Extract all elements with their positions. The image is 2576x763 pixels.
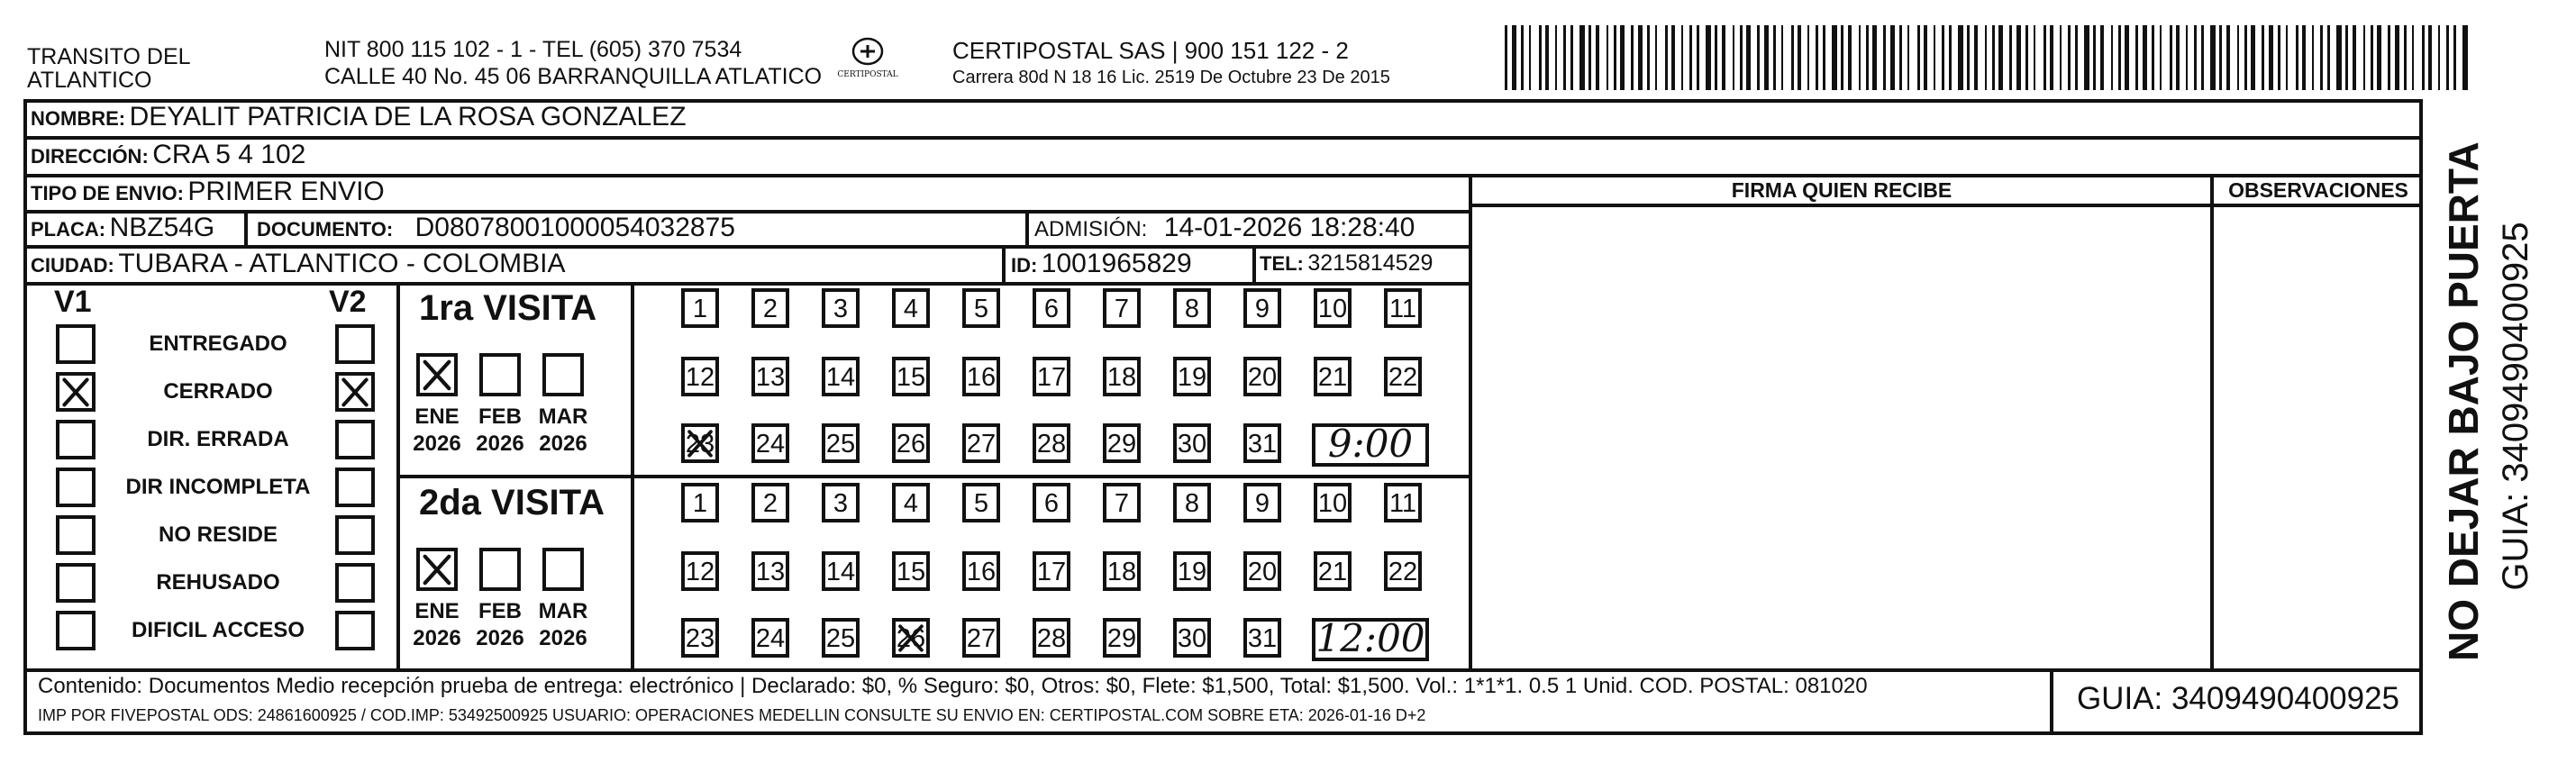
day-number: 31 — [1247, 430, 1278, 459]
tel-label: TEL: — [1260, 252, 1304, 275]
day-29-checkbox[interactable] — [1103, 423, 1141, 463]
day-21-checkbox[interactable] — [1314, 551, 1352, 591]
day-number: 15 — [896, 363, 926, 392]
day-number: 25 — [825, 624, 856, 653]
sender-contact — [324, 36, 822, 90]
day-number: 26 — [896, 624, 926, 653]
day-number: 22 — [1388, 558, 1418, 586]
admission-value: 14-01-2026 18:28:40 — [1163, 213, 1415, 242]
day-number: 18 — [1106, 363, 1137, 392]
day-19-checkbox[interactable] — [1173, 357, 1211, 396]
day-27-checkbox[interactable] — [962, 423, 1000, 463]
signature-area[interactable] — [1472, 207, 2210, 668]
day-number: 19 — [1177, 558, 1207, 586]
day-number: 1 — [692, 489, 708, 518]
month-year-label: 2026 — [539, 626, 587, 650]
day-number: 22 — [1388, 363, 1418, 392]
day-11-checkbox[interactable] — [1384, 288, 1422, 328]
day-number: 2 — [762, 489, 778, 518]
check-x-icon — [420, 357, 454, 393]
day-25-checkbox[interactable] — [822, 618, 860, 658]
day-23-checkbox[interactable] — [681, 618, 719, 658]
day-number: 30 — [1177, 430, 1207, 459]
day-17-checkbox[interactable] — [1033, 551, 1070, 591]
day-number: 14 — [825, 558, 856, 586]
month-label: ENE — [414, 404, 460, 429]
reason-v2-checkbox[interactable] — [335, 563, 375, 603]
visit-2-title: 2da VISITA — [419, 483, 605, 522]
month-year-label: 2026 — [476, 431, 524, 456]
certipostal-logo — [836, 36, 899, 90]
name-label: NOMBRE: — [31, 107, 126, 130]
address-row — [31, 140, 305, 170]
day-3-checkbox[interactable] — [822, 288, 860, 328]
plate-cell — [31, 213, 214, 243]
sender-nit: NIT 800 115 102 - 1 - TEL (605) 370 7534 — [324, 37, 742, 62]
day-3-checkbox[interactable] — [822, 483, 860, 522]
visit-time-box[interactable] — [1312, 423, 1429, 467]
day-number: 8 — [1184, 489, 1200, 518]
reason-label: DIR INCOMPLETA — [125, 475, 311, 499]
day-1-checkbox[interactable] — [681, 483, 719, 522]
city-cell — [31, 249, 566, 279]
visit-time-handwritten: 9:00 — [1327, 422, 1414, 466]
reason-v2-checkbox[interactable] — [335, 420, 375, 459]
day-15-checkbox[interactable] — [892, 551, 930, 591]
sender-name — [27, 45, 191, 92]
tel-value: 3215814529 — [1307, 250, 1434, 276]
reason-label: CERRADO — [163, 379, 273, 404]
day-26-checkbox[interactable] — [892, 618, 930, 658]
guia-box: GUIA: 3409490400925 — [2076, 681, 2400, 716]
signature-header: FIRMA QUIEN RECIBE — [1731, 178, 1952, 202]
day-28-checkbox[interactable] — [1033, 423, 1070, 463]
v1-label: V1 — [54, 285, 92, 319]
company-line: CERTIPOSTAL SAS | 900 151 122 - 2 — [952, 37, 1349, 64]
day-number: 9 — [1254, 489, 1270, 518]
day-number: 29 — [1106, 624, 1137, 653]
day-12-checkbox[interactable] — [681, 357, 719, 396]
admission-label: ADMISIÓN: — [1034, 217, 1148, 241]
sender-address: CALLE 40 No. 45 06 BARRANQUILLA ATLATICO — [324, 64, 823, 89]
reason-v2-checkbox[interactable] — [335, 515, 375, 555]
month-checkbox[interactable] — [416, 353, 458, 396]
day-number: 29 — [1106, 430, 1137, 459]
day-24-checkbox[interactable] — [751, 618, 789, 658]
side-warning: NO DEJAR BAJO PUERTA — [2440, 141, 2487, 661]
day-29-checkbox[interactable] — [1103, 618, 1141, 658]
day-number: 5 — [973, 295, 989, 323]
print-line: IMP POR FIVEPOSTAL ODS: 24861600925 / COD.IMP: 53492500925 USUARIO: OPERACIONES MEDELLIN CONSULTE SU ENVIO EN: CERTIPOSTAL.COM SOBRE ETA: 2026-01-16 D+2 — [38, 706, 1426, 724]
observations-header: OBSERVACIONES — [2228, 178, 2408, 202]
day-23-checkbox[interactable] — [681, 423, 719, 463]
day-6-checkbox[interactable] — [1033, 483, 1070, 522]
day-number: 12 — [685, 363, 715, 392]
day-number: 12 — [685, 558, 715, 586]
day-number: 7 — [1114, 295, 1130, 323]
day-number: 6 — [1043, 489, 1060, 518]
day-13-checkbox[interactable] — [751, 357, 789, 396]
reason-v2-checkbox[interactable] — [335, 611, 375, 650]
send-type-label: TIPO DE ENVIO: — [31, 182, 184, 204]
month-label: FEB — [478, 404, 522, 429]
month-label: FEB — [478, 599, 522, 623]
day-number: 21 — [1317, 558, 1348, 586]
day-number: 14 — [825, 363, 856, 392]
day-number: 24 — [755, 624, 786, 653]
day-number: 17 — [1036, 363, 1067, 392]
check-x-icon — [339, 376, 371, 408]
month-year-label: 2026 — [413, 626, 461, 650]
day-27-checkbox[interactable] — [962, 618, 1000, 658]
day-number: 4 — [903, 489, 919, 518]
city-value: TUBARA - ATLANTICO - COLOMBIA — [118, 249, 566, 278]
day-number: 18 — [1106, 558, 1137, 586]
day-number: 10 — [1317, 489, 1348, 518]
day-22-checkbox[interactable] — [1384, 551, 1422, 591]
id-cell — [1011, 249, 1192, 279]
day-16-checkbox[interactable] — [962, 357, 1000, 396]
recipient-name: DEYALIT PATRICIA DE LA ROSA GONZALEZ — [129, 102, 687, 132]
document-label: DOCUMENTO: — [257, 218, 394, 241]
send-type-value: PRIMER ENVIO — [187, 177, 385, 206]
day-number: 17 — [1036, 558, 1067, 586]
barcode — [1505, 25, 2473, 90]
day-5-checkbox[interactable] — [962, 288, 1000, 328]
month-year-label: 2026 — [539, 431, 587, 456]
day-28-checkbox[interactable] — [1033, 618, 1070, 658]
day-number: 20 — [1247, 363, 1278, 392]
month-label: MAR — [538, 404, 588, 429]
day-8-checkbox[interactable] — [1173, 288, 1211, 328]
day-8-checkbox[interactable] — [1173, 483, 1211, 522]
day-number: 26 — [896, 430, 926, 459]
day-number: 28 — [1036, 430, 1067, 459]
id-label: ID: — [1011, 254, 1038, 277]
day-number: 20 — [1247, 558, 1278, 586]
day-number: 4 — [903, 295, 919, 323]
day-31-checkbox[interactable] — [1243, 618, 1281, 658]
day-30-checkbox[interactable] — [1173, 423, 1211, 463]
reason-v2-checkbox[interactable] — [335, 324, 375, 364]
day-number: 13 — [755, 363, 786, 392]
day-14-checkbox[interactable] — [822, 551, 860, 591]
document-cell — [257, 213, 735, 243]
visit-time-box[interactable] — [1312, 618, 1429, 661]
day-15-checkbox[interactable] — [892, 357, 930, 396]
day-18-checkbox[interactable] — [1103, 551, 1141, 591]
day-9-checkbox[interactable] — [1243, 288, 1281, 328]
day-number: 7 — [1114, 489, 1130, 518]
day-18-checkbox[interactable] — [1103, 357, 1141, 396]
day-20-checkbox[interactable] — [1243, 551, 1281, 591]
contents-line: Contenido: Documentos Medio recepción prueba de entrega: electrónico | Declarado: $0, % Seguro: $0, Otros: $0, Flete: $1,500, Total: $1,500. Vol.: 1*1*1. 0.5 1 Unid. COD. POSTAL: 081020 — [38, 674, 1868, 698]
day-17-checkbox[interactable] — [1033, 357, 1070, 396]
reason-label: DIR. ERRADA — [147, 427, 289, 451]
month-year-label: 2026 — [476, 626, 524, 650]
day-10-checkbox[interactable] — [1314, 483, 1352, 522]
day-9-checkbox[interactable] — [1243, 483, 1281, 522]
day-number: 11 — [1388, 295, 1417, 323]
visit-time-handwritten: 12:00 — [1315, 616, 1425, 660]
address-label: DIRECCIÓN: — [31, 145, 149, 168]
day-16-checkbox[interactable] — [962, 551, 1000, 591]
document-value: D08078001000054032875 — [414, 213, 735, 242]
month-label: MAR — [538, 599, 588, 623]
send-type-row — [31, 177, 385, 207]
month-checkbox[interactable] — [479, 353, 521, 396]
day-1-checkbox[interactable] — [681, 288, 719, 328]
day-19-checkbox[interactable] — [1173, 551, 1211, 591]
day-24-checkbox[interactable] — [751, 423, 789, 463]
day-14-checkbox[interactable] — [822, 357, 860, 396]
day-12-checkbox[interactable] — [681, 551, 719, 591]
recipient-address: CRA 5 4 102 — [152, 140, 306, 169]
day-number: 19 — [1177, 363, 1207, 392]
logo-text: CERTIPOSTAL — [837, 70, 898, 79]
day-13-checkbox[interactable] — [751, 551, 789, 591]
day-number: 23 — [685, 624, 715, 653]
id-value: 1001965829 — [1041, 249, 1192, 278]
day-11-checkbox[interactable] — [1384, 483, 1422, 522]
day-number: 15 — [896, 558, 926, 586]
city-label: CIUDAD: — [31, 254, 114, 277]
reason-label: DIFICIL ACCESO — [131, 618, 305, 642]
day-4-checkbox[interactable] — [892, 483, 930, 522]
day-number: 9 — [1254, 295, 1270, 323]
day-number: 10 — [1317, 295, 1348, 323]
side-guia: GUIA: 3409490400925 — [2496, 222, 2535, 591]
day-26-checkbox[interactable] — [892, 423, 930, 463]
day-number: 30 — [1177, 624, 1207, 653]
day-10-checkbox[interactable] — [1314, 288, 1352, 328]
day-number: 3 — [833, 295, 849, 323]
day-number: 13 — [755, 558, 786, 586]
day-number: 16 — [966, 558, 997, 586]
day-7-checkbox[interactable] — [1103, 483, 1141, 522]
month-checkbox[interactable] — [479, 548, 521, 591]
day-number: 11 — [1388, 489, 1417, 518]
day-number: 3 — [833, 489, 849, 518]
reason-label: ENTREGADO — [149, 332, 287, 356]
check-x-icon — [420, 551, 454, 587]
day-number: 25 — [825, 430, 856, 459]
day-number: 16 — [966, 363, 997, 392]
day-number: 1 — [692, 295, 708, 323]
day-number: 27 — [966, 624, 997, 653]
day-25-checkbox[interactable] — [822, 423, 860, 463]
reason-v2-checkbox[interactable] — [335, 372, 375, 412]
day-number: 27 — [966, 430, 997, 459]
plate-value: NBZ54G — [109, 213, 215, 242]
day-number: 21 — [1317, 363, 1348, 392]
day-31-checkbox[interactable] — [1243, 423, 1281, 463]
tel-cell — [1260, 250, 1433, 277]
day-number: 24 — [755, 430, 786, 459]
day-6-checkbox[interactable] — [1033, 288, 1070, 328]
month-checkbox[interactable] — [542, 548, 584, 591]
visit-1-title: 1ra VISITA — [419, 288, 597, 328]
day-2-checkbox[interactable] — [751, 483, 789, 522]
day-22-checkbox[interactable] — [1384, 357, 1422, 396]
day-number: 28 — [1036, 624, 1067, 653]
day-number: 2 — [762, 295, 778, 323]
observations-area[interactable] — [2214, 207, 2423, 668]
day-7-checkbox[interactable] — [1103, 288, 1141, 328]
admission-cell — [1034, 213, 1415, 243]
license-line: Carrera 80d N 18 16 Lic. 2519 De Octubre 23 De 2015 — [952, 68, 1390, 87]
month-checkbox[interactable] — [416, 548, 458, 591]
day-2-checkbox[interactable] — [751, 288, 789, 328]
month-year-label: 2026 — [413, 431, 461, 456]
sender-line-2: ATLANTICO — [27, 68, 152, 93]
v2-label: V2 — [329, 285, 367, 319]
reason-label: NO RESIDE — [158, 522, 278, 547]
sender-line-1: TRANSITO DEL — [27, 44, 191, 69]
day-number: 8 — [1184, 295, 1200, 323]
day-21-checkbox[interactable] — [1314, 357, 1352, 396]
month-label: ENE — [414, 599, 460, 623]
plate-label: PLACA: — [31, 218, 106, 241]
reason-v2-checkbox[interactable] — [335, 468, 375, 507]
day-4-checkbox[interactable] — [892, 288, 930, 328]
day-30-checkbox[interactable] — [1173, 618, 1211, 658]
day-number: 5 — [973, 489, 989, 518]
reason-label: REHUSADO — [156, 570, 280, 595]
day-5-checkbox[interactable] — [962, 483, 1000, 522]
day-number: 6 — [1043, 295, 1060, 323]
day-number: 31 — [1247, 624, 1278, 653]
day-20-checkbox[interactable] — [1243, 357, 1281, 396]
day-number: 23 — [685, 430, 715, 459]
month-checkbox[interactable] — [542, 353, 584, 396]
name-row — [31, 102, 687, 132]
company-info — [952, 36, 1390, 90]
